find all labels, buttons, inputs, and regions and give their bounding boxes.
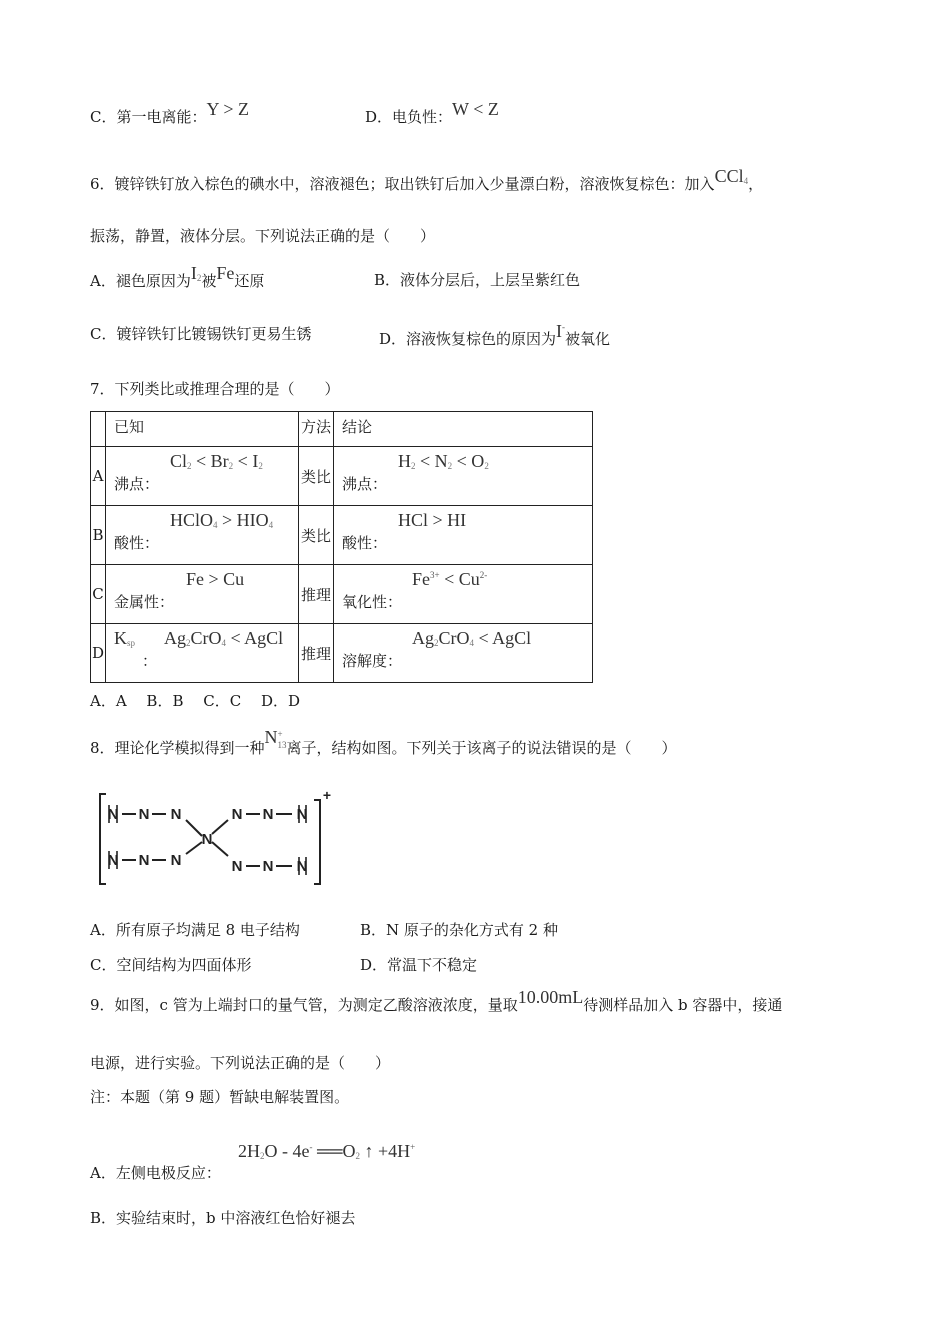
q9-stem-pre: 9．如图，c 管为上端封口的量气管，为测定乙酸溶液浓度，量取 xyxy=(90,996,518,1014)
q6-option-a-mid: 被 xyxy=(201,272,217,290)
q7-row-method: 推理 xyxy=(299,624,334,683)
atom-n: N xyxy=(170,806,182,823)
q7-row-method: 类比 xyxy=(299,447,334,506)
q6-option-d-pre: D．溶液恢复棕色的原因为 xyxy=(379,330,557,348)
q7-header-conclusion: 结论 xyxy=(334,412,593,447)
q6-stem-line1 xyxy=(90,166,764,198)
q5-option-d-formula: W < Z xyxy=(452,99,499,119)
atom-n: N xyxy=(296,806,308,823)
atom-n: N xyxy=(170,852,182,869)
q5-option-c-formula: Y > Z xyxy=(206,99,249,119)
q7-row-conclusion: 溶解度： $Ag_2CrO_4$ < AgCl xyxy=(334,624,593,683)
q6-option-a-post: 还原 xyxy=(234,272,265,290)
q7-row-letter: C xyxy=(91,565,106,624)
q9-volume: 10.00mL xyxy=(517,987,584,1007)
q6-ccl4-formula: CCl$_4$ xyxy=(714,166,749,186)
q9-stem-line2: 电源，进行实验。下列说法正确的是（ ） xyxy=(90,1054,391,1072)
q6-stem-line2: 振荡，静置，液体分层。下列说法正确的是（ ） xyxy=(90,227,436,245)
q7-row-a xyxy=(91,447,593,506)
q7-row-conclusion: 酸性： HCl > HI xyxy=(334,506,593,565)
atom-n: N xyxy=(231,806,243,823)
atom-n: N xyxy=(231,858,243,875)
q6-option-c: C．镀锌铁钉比镀锡铁钉更易生锈 xyxy=(90,325,312,343)
q7-row-d xyxy=(91,624,593,683)
atom-n: N xyxy=(296,858,308,875)
atom-n: N xyxy=(262,858,274,875)
q8-option-b: B．N 原子的杂化方式有 2 种 xyxy=(360,921,558,939)
q6-option-d xyxy=(379,321,611,349)
q9-option-b: B．实验结束时，b 中溶液红色恰好褪去 xyxy=(90,1209,356,1227)
q7-table xyxy=(90,411,593,683)
q7-row-conclusion: 沸点： $H_2 < N_2 < O_2$ xyxy=(334,447,593,506)
q7-row-known: 酸性： HClO$_4$ > $HIO_4$ xyxy=(106,506,299,565)
q9-option-a: A．左侧电极反应： xyxy=(90,1164,221,1182)
atom-n: N xyxy=(138,806,150,823)
q8-option-d: D．常温下不稳定 xyxy=(360,956,478,974)
q7-header-row xyxy=(91,412,593,447)
q6-option-b: B．液体分层后，上层呈紫红色 xyxy=(374,271,581,289)
q7-row-c xyxy=(91,565,593,624)
q7-row-conclusion: 氧化性： $Fe^{3+} < Cu^{2-}$ xyxy=(334,565,593,624)
q9-stem-post: 待测样品加入 b 容器中，接通 xyxy=(583,996,783,1014)
q7-stem: 7．下列类比或推理合理的是（ ） xyxy=(90,380,340,398)
q8-option-a: A．所有原子均满足 8 电子结构 xyxy=(90,921,300,939)
q6-option-a-i2: $I_2$ xyxy=(190,263,202,283)
q7-header-blank xyxy=(91,412,106,447)
atom-n-center: N xyxy=(201,831,213,848)
q7-row-known: 沸点： $Cl_2 < Br_2 < I_2$ xyxy=(106,447,299,506)
right-bracket xyxy=(314,800,320,884)
ion-charge: + xyxy=(322,788,332,803)
q9-note: 注：本题（第 9 题）暂缺电解装置图。 xyxy=(90,1088,350,1106)
n13-ion-structure xyxy=(96,788,336,890)
q7-row-known: 金属性： Fe > Cu xyxy=(106,565,299,624)
q8-ion-formula: N + 13 xyxy=(264,727,287,750)
q5-option-d-label: D．电负性： xyxy=(365,108,453,126)
q7-row-method: 推理 xyxy=(299,565,334,624)
left-bracket xyxy=(100,794,106,884)
q7-row-known: $K_{sp}$ ： $Ag_2CrO_4$ < AgCl xyxy=(106,624,299,683)
q6-stem-text: 6．镀锌铁钉放入棕色的碘水中，溶液褪色；取出铁钉后加入少量漂白粉，溶液恢复棕色：加入 xyxy=(90,175,715,193)
q8-stem-post: 离子，结构如图。下列关于该离子的说法错误的是（ ） xyxy=(286,739,677,757)
q7-header-method: 方法 xyxy=(299,412,334,447)
q8-option-c: C．空间结构为四面体形 xyxy=(90,956,252,974)
q5-option-c-label: C．第一电离能： xyxy=(90,108,207,126)
atom-n: N xyxy=(107,806,119,823)
q5-option-d xyxy=(365,99,499,127)
q7-answer-options: A．A B．B C．C D．D xyxy=(90,692,301,710)
q9-stem-line1 xyxy=(90,987,783,1015)
q6-option-a-pre: A．褪色原因为 xyxy=(90,272,191,290)
q7-row-letter: A xyxy=(91,447,106,506)
q6-option-a-fe: Fe xyxy=(216,263,235,283)
q7-header-known: 已知 xyxy=(106,412,299,447)
q9-electrode-equation: $2H_2O - 4e^-$ $══O_2$ ↑ +4H+ xyxy=(238,1141,416,1161)
q5-option-c xyxy=(90,99,249,127)
atom-n: N xyxy=(138,852,150,869)
q6-option-a xyxy=(90,263,265,295)
q7-row-letter: D xyxy=(91,624,106,683)
q7-row-letter: B xyxy=(91,506,106,565)
q6-option-d-iodide: I- xyxy=(556,321,566,341)
q8-stem xyxy=(90,727,677,760)
q8-stem-pre: 8．理论化学模拟得到一种 xyxy=(90,739,265,757)
q7-row-b xyxy=(91,506,593,565)
q7-row-method: 类比 xyxy=(299,506,334,565)
q6-stem-comma: ， xyxy=(748,175,764,193)
q6-option-d-post: 被氧化 xyxy=(565,330,611,348)
atom-n: N xyxy=(262,806,274,823)
atom-n: N xyxy=(107,852,119,869)
